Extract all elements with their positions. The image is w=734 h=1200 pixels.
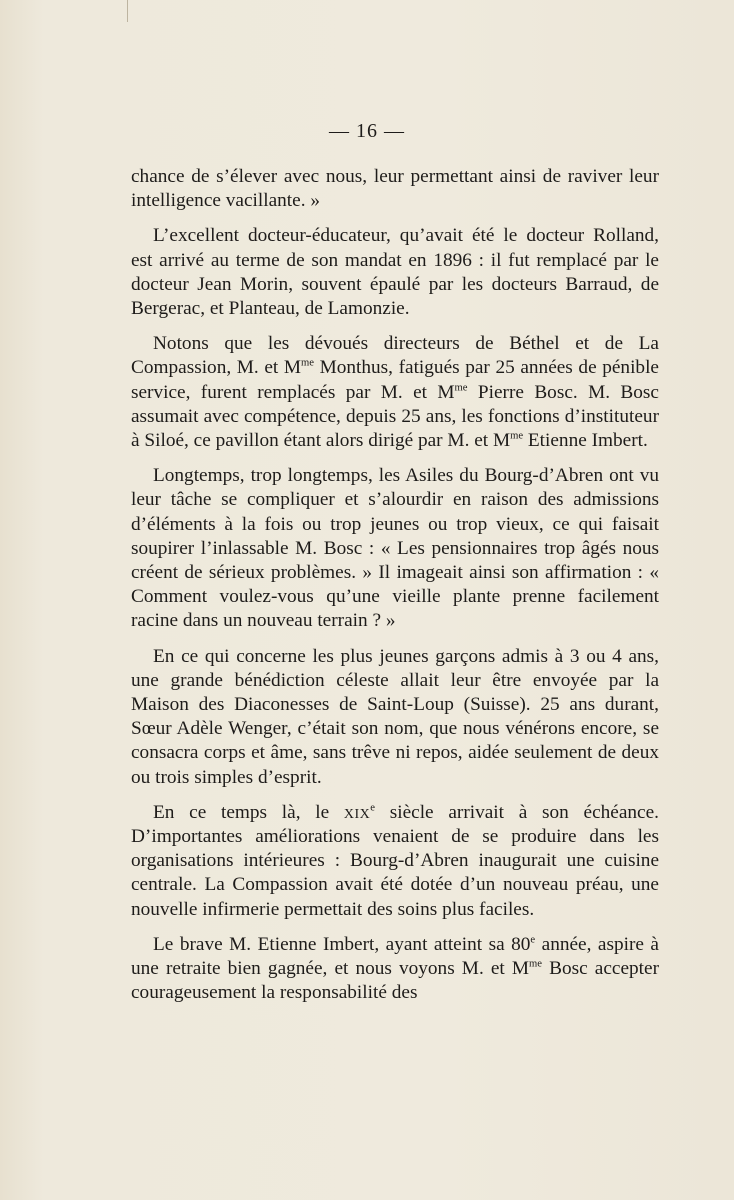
paragraph-1: chance de s’élever avec nous, leur permettant ainsi de raviver leur intelligence vacillante. » [131, 166, 659, 212]
page-edge-mark [127, 0, 128, 22]
page-number: — 16 — [329, 120, 405, 142]
paragraph-7 [131, 933, 659, 1006]
paragraph-3-text: Notons que les dévoués directeurs de Béthel et de La Compassion, M. et M [131, 333, 659, 379]
paragraph-4: Longtemps, trop longtemps, les Asiles du Bourg-d’Abren ont vu leur tâche se compliquer et s’alourdir en raison des admissions d’éléments à la fois ou trop jeunes ou trop vieux, ce qui faisait soupirer l’inlassable M. Bosc : « Les pensionnaires trop âgés nous créent de sérieux problèmes. » Il imageait ainsi son affirmation : « Comment voulez-vous qu’une vieille plante prenne facilement racine dans un nouveau terrain ? » [131, 465, 659, 632]
paragraph-5: En ce qui concerne les plus jeunes garçons admis à 3 ou 4 ans, une grande bénédiction céleste allait leur être envoyée par la Maison des Diaconesses de Saint-Loup (Suisse). 25 ans durant, Sœur Adèle Wenger, c’était son nom, que nous vénérons encore, se consacra corps et âme, sans trêve ni repos, aidée seulement de deux ou trois simples d’esprit. [131, 645, 659, 788]
paragraph-6 [131, 801, 659, 922]
paragraph-7-text: Le brave M. Etienne Imbert, ayant atteint sa 80 [153, 933, 531, 955]
paragraph-2: L’excellent docteur-éducateur, qu’avait été le docteur Rolland, est arrivé au terme de son mandat en 1896 : il fut remplacé par le docteur Jean Morin, souvent épaulé par les docteurs Barraud, de Bergerac, et Planteau, de Lamonzie. [131, 225, 659, 320]
paragraph-3-text: Monthus, fatigués par 25 années de pénible service, furent remplacés par M. et M [131, 357, 659, 403]
century-numeral: xix [343, 801, 371, 823]
superscript-me: me [301, 358, 314, 369]
paragraph-6-text: En ce temps là, le [153, 801, 344, 823]
paragraph-3-text: Pierre Bosc. M. Bosc assumait avec compétence, depuis 25 ans, les fonctions d’instituteur à Siloé, ce pavillon étant alors dirigé par M. et M [131, 381, 659, 452]
superscript-e: e [530, 934, 536, 946]
paragraph-3 [131, 332, 659, 453]
superscript-me: me [529, 958, 543, 970]
paragraph-3-text: Etienne Imbert. [523, 430, 648, 452]
paragraph-6-text: siècle arrivait à son échéance. D’importantes améliorations venaient de se produire dans les organisations intérieures : Bourg-d’Abren inaugurait une cuisine centrale. La Compassion avait été dotée d’un nouveau préau, une nouvelle infirmerie permettait des soins plus faciles. [131, 801, 659, 920]
superscript-e: e [370, 802, 375, 814]
superscript-me: me [510, 430, 524, 442]
paragraph-7-text: année, aspire à une retraite bien gagnée, et nous voyons M. et M [131, 933, 659, 980]
body-text [131, 165, 659, 1017]
paragraph-7-text: Bosc accepter courageusement la responsabilité des [131, 958, 659, 1004]
superscript-me: me [454, 382, 468, 394]
